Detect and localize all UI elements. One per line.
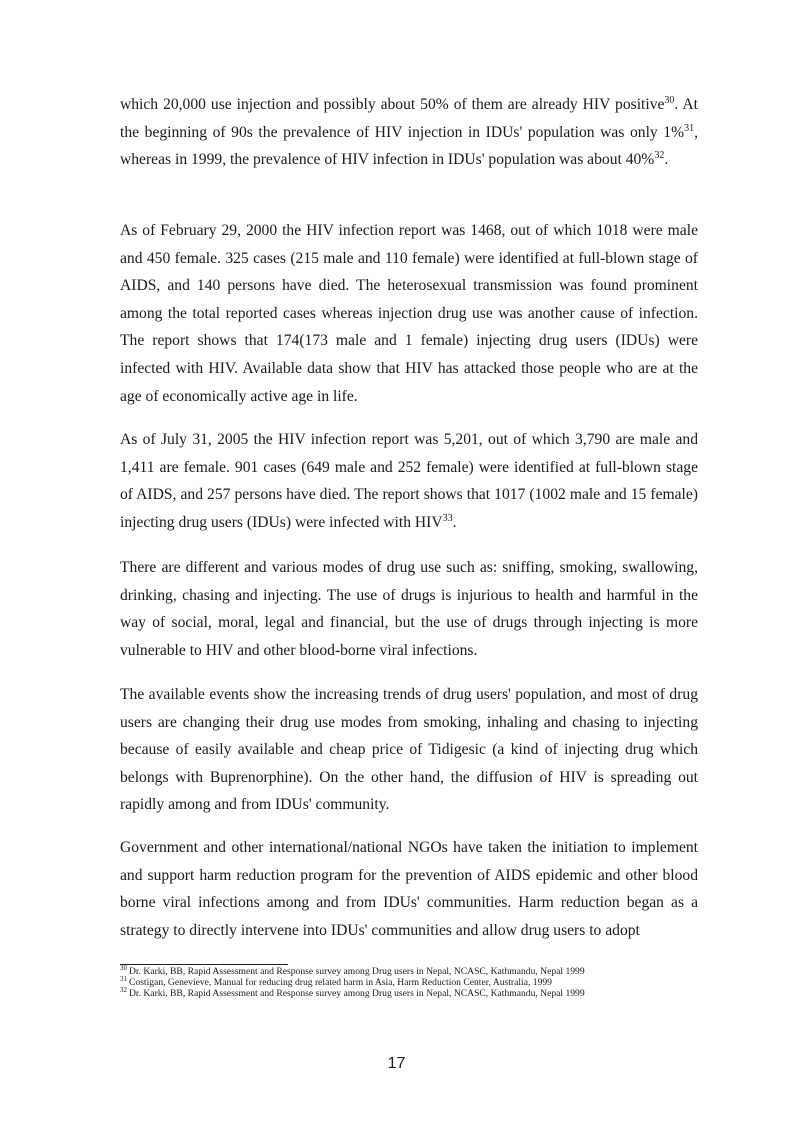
paragraph-text: which 20,000 use injection and possibly about 50% of them are already HIV positive bbox=[120, 96, 665, 113]
footnote-number: 32 bbox=[120, 986, 127, 995]
footnote-text: Costigan, Genevieve, Manual for reducing drug related harm in Asia, Harm Reduction Center, Australia, 1999 bbox=[129, 977, 552, 989]
paragraph-text: As of July 31, 2005 the HIV infection report was 5,201, out of which 3,790 are male and 1,411 are female. 901 cases (649 male and 252 female) were identified at full-blown stage of AIDS, and 257 persons have died. The report shows that 1017 (1002 male and 15 female) injecting drug users (IDUs) were infected with HIV bbox=[120, 431, 698, 531]
footnote-text: Dr. Karki, BB, Rapid Assessment and Response survey among Drug users in Nepal, NCASC, Kathmandu, Nepal 1999 bbox=[129, 966, 585, 977]
paragraph-text: There are different and various modes of drug use such as: sniffing, smoking, swallowing, drinking, chasing and injecting. The use of drugs is injurious to health and harmful in the way of social, moral, legal and financial, but the use of drugs through injecting is more vulnerable to HIV and other blood-borne viral infections. bbox=[120, 559, 698, 659]
paragraph-text: As of February 29, 2000 the HIV infection report was 1468, out of which 1018 were male and 450 female. 325 cases (215 male and 110 female) were identified at full-blown stage of AIDS, and 140 persons have died. The heterosexual transmission was found prominent among the total reported cases whereas injection drug use was another cause of infection. The report shows that 174(173 male and 1 female) injecting drug users (IDUs) were infected with HIV. Available data show that HIV has attacked those people who are at the age of economically active age in life. bbox=[120, 222, 698, 405]
footnote-30 bbox=[120, 963, 720, 977]
page-number: 17 bbox=[387, 1055, 406, 1072]
paragraph-text: , whereas in 1999, the prevalence of HIV infection in IDUs' population was about 40% bbox=[120, 123, 698, 169]
paragraph-text: . bbox=[452, 513, 457, 531]
footnotes bbox=[120, 963, 720, 1000]
paragraph-6 bbox=[120, 834, 698, 944]
footnote-reference: 32 bbox=[654, 150, 665, 161]
paragraph-5 bbox=[120, 681, 698, 819]
paragraph-2 bbox=[120, 217, 698, 410]
paragraph-text: . At the beginning of 90s the prevalence of HIV injection in IDUs' population was only 1% bbox=[120, 96, 698, 141]
footnote-32 bbox=[120, 988, 720, 999]
footnote-number: 31 bbox=[120, 975, 127, 984]
paragraph-4 bbox=[120, 554, 698, 664]
paragraph-text: . bbox=[664, 151, 669, 169]
paragraph-text: The available events show the increasing trends of drug users' population, and most of drug users are changing their drug use modes from smoking, inhaling and chasing to injecting because of easily available and cheap price of Tidigesic (a kind of injecting drug which belongs with Buprenorphine). On the other hand, the diffusion of HIV is spreading out rapidly among and from IDUs' community. bbox=[120, 686, 698, 814]
paragraph-3 bbox=[120, 426, 698, 536]
paragraph-1 bbox=[120, 91, 698, 174]
footnote-reference: 31 bbox=[684, 122, 695, 134]
footnote-text: Dr. Karki, BB, Rapid Assessment and Response survey among Drug users in Nepal, NCASC, Kathmandu, Nepal 1999 bbox=[129, 988, 585, 1000]
footnote-reference: 30 bbox=[664, 94, 675, 106]
footnote-divider bbox=[120, 964, 288, 965]
footnote-number: 30 bbox=[120, 963, 127, 972]
footnote-31 bbox=[120, 977, 720, 988]
footnote-reference: 33 bbox=[442, 512, 453, 524]
paragraph-text: Government and other international/national NGOs have taken the initiation to implement and support harm reduction program for the prevention of AIDS epidemic and other blood borne viral infections among and from IDUs' communities. Harm reduction began as a strategy to directly intervene into IDUs' communities and allow drug users to adopt bbox=[120, 839, 698, 939]
